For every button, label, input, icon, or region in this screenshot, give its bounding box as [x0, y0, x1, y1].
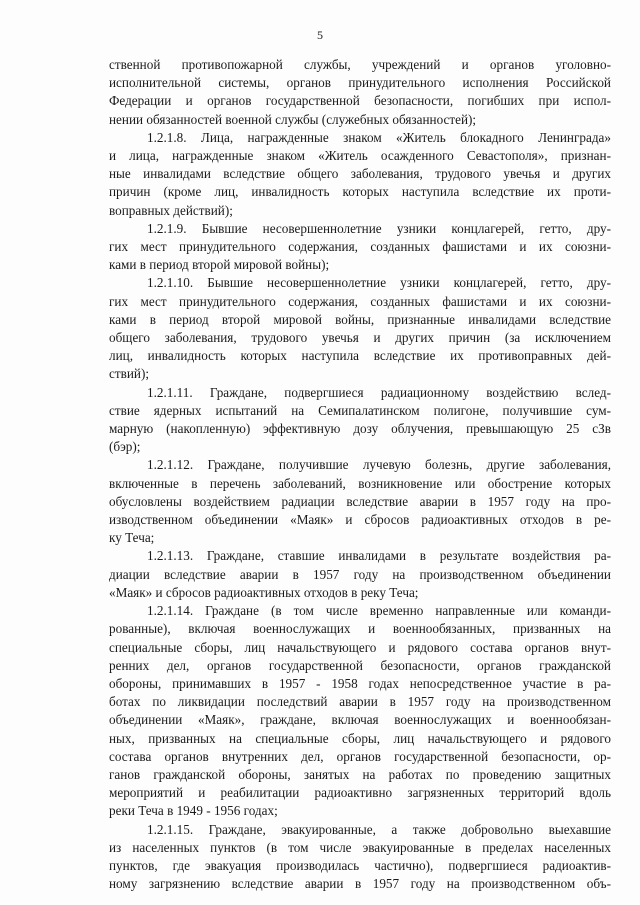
paragraph-1-2-1-14 [109, 602, 611, 820]
text-line: реки Теча в 1949 - 1956 годах; [109, 803, 278, 819]
text-line: 1.2.1.13. Граждане, ставшие инвалидами в результате воздействия ра- [147, 548, 611, 564]
text-line: ному загрязнению вследствие аварии в 1957 году на производственном объ- [109, 876, 611, 892]
page-number: 5 [317, 28, 323, 42]
text-line: общего заболевания, трудового увечья и других причин (за исключением [109, 330, 611, 346]
text-line: лиц, инвалидность которых наступила вследствие их противоправных дей- [109, 348, 611, 364]
text-line: ственной противопожарной службы, учреждений и органов уголовно- [109, 57, 611, 72]
text-line: Федерации и органов государственной безопасности, погибших при испол- [109, 93, 611, 109]
text-line: обороны, принимавших в 1957 - 1958 годах непосредственное участие в ра- [109, 675, 611, 691]
text-line: 1.2.1.12. Граждане, получившие лучевую болезнь, другие заболевания, [147, 457, 611, 473]
text-line: обусловлены воздействием радиации вследствие аварии в 1957 году на про- [109, 493, 611, 509]
paragraph-1-2-1-8 [109, 129, 611, 220]
paragraph-1-2-1-11 [109, 384, 611, 457]
text-line: (бэр); [109, 439, 141, 455]
text-line: гих мест принудительного содержания, созданных фашистами и их союзни- [109, 293, 611, 309]
text-line: 1.2.1.14. Граждане (в том числе временно направленные или команди- [147, 603, 611, 619]
text-line: исполнительной системы, органов принудительного исполнения Российской [109, 75, 611, 91]
text-line: воправных действий); [109, 202, 233, 218]
paragraph-p0 [109, 56, 611, 129]
text-line: ками в период второй мировой войны, признанные инвалидами вследствие [109, 311, 611, 327]
text-line: ных, призванных на специальные сборы, лиц начальствующего и рядового [109, 730, 611, 746]
text-line: ганов гражданской обороны, занятых на работах по проведению защитных [109, 766, 611, 782]
text-line: ные инвалидами вследствие общего заболевания, трудового увечья и других [109, 166, 611, 182]
text-line: 1.2.1.15. Граждане, эвакуированные, а также добровольно выехавшие [147, 821, 611, 837]
text-line: и лица, награжденные знаком «Житель осажденного Севастополя», признан- [109, 148, 611, 164]
text-line: 1.2.1.10. Бывшие несовершеннолетние узники концлагерей, гетто, дру- [147, 275, 611, 291]
text-line: гих мест принудительного содержания, созданных фашистами и их союзни- [109, 239, 611, 255]
text-line: ботах по ликвидации последствий аварии в 1957 году на производственном [109, 694, 611, 710]
text-line: ствие ядерных испытаний на Семипалатинском полигоне, получившие сум- [109, 402, 611, 418]
text-line: 1.2.1.8. Лица, награжденные знаком «Житель блокадного Ленинграда» [147, 129, 611, 145]
text-line: мероприятий и реабилитации радиоактивно загрязненных территорий вдоль [109, 785, 611, 801]
text-line: марную (накопленную) эффективную дозу облучения, превышающую 25 сЗв [109, 421, 611, 437]
text-line: «Маяк» и сбросов радиоактивных отходов в реку Теча; [109, 584, 419, 600]
text-line: нении обязанностей военной службы (служебных обязанностей); [109, 111, 477, 127]
text-line: ствий); [109, 366, 150, 382]
text-line: ренних дел, органов государственной безопасности, органов гражданской [109, 657, 611, 673]
text-line: из населенных пунктов (в том числе эвакуированные в пределах населенных [109, 839, 611, 855]
paragraph-1-2-1-12 [109, 456, 611, 547]
text-line: 1.2.1.9. Бывшие несовершеннолетние узники концлагерей, гетто, дру- [147, 220, 611, 236]
body-text [109, 56, 611, 893]
text-line: объединении «Маяк», граждане, включая военнослужащих и военнообязан- [109, 712, 611, 728]
paragraph-1-2-1-9 [109, 220, 611, 275]
text-line: специальные сборы, лиц начальствующего и рядового состава органов внут- [109, 639, 611, 655]
text-line: состава органов внутренних дел, органов государственной безопасности, ор- [109, 748, 611, 764]
paragraph-1-2-1-13 [109, 547, 611, 602]
text-line: диации вследствие аварии в 1957 году на производственном объединении [109, 566, 611, 582]
paragraph-1-2-1-15 [109, 821, 611, 894]
text-line: 1.2.1.11. Граждане, подвергшиеся радиационному воздействию вслед- [147, 384, 611, 400]
paragraph-1-2-1-10 [109, 274, 611, 383]
text-line: изводственном объединении «Маяк» и сбросов радиоактивных отходов в ре- [109, 512, 611, 528]
text-line: ку Теча; [109, 530, 155, 546]
text-line: рованные), включая военнослужащих и военнообязанных, призванных на [109, 621, 611, 637]
text-line: пунктов, где эвакуация производилась частично), подвергшиеся радиоактив- [109, 857, 611, 873]
text-line: включенные в перечень заболеваний, возникновение или обострение которых [109, 475, 611, 491]
text-line: причин (кроме лиц, инвалидность которых наступила вследствие их проти- [109, 184, 611, 200]
text-line: ками в период второй мировой войны); [109, 257, 330, 273]
